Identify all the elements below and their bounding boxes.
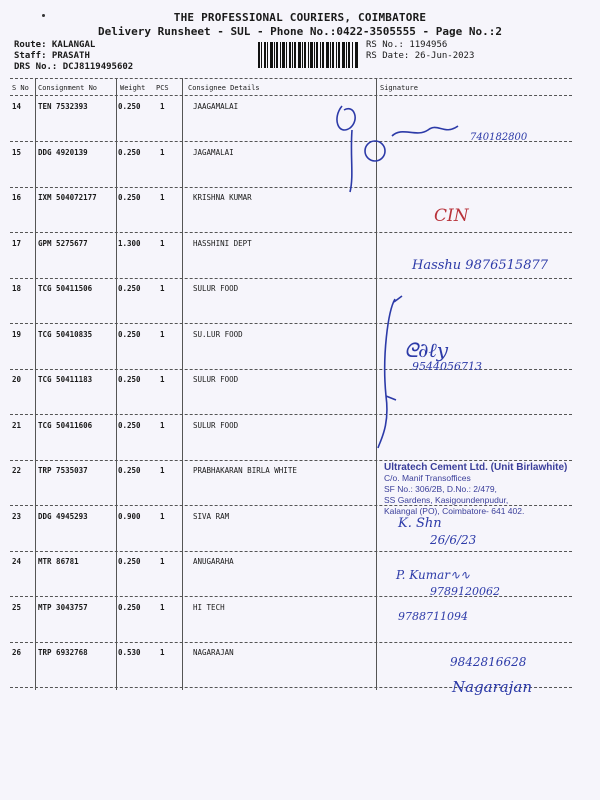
rs-number: RS No.: 1194956: [366, 40, 448, 50]
handwritten-signature: 9544056713: [412, 360, 482, 373]
row-weight: 0.250: [118, 147, 141, 157]
handwritten-signature: Nagarajan: [452, 678, 532, 696]
row-consignment-no: TRP 6932768: [38, 648, 88, 657]
handwritten-signature: 9788711094: [398, 610, 468, 623]
runsheet-subtitle: Delivery Runsheet - SUL - Phone No.:0422-3505555 - Page No.:2: [98, 25, 502, 38]
row-sno: 21: [12, 420, 22, 430]
row-consignee: HASSHINI DEPT: [193, 238, 252, 248]
row-consignee: JAAGAMALAI: [193, 102, 239, 111]
row-pcs: 1: [160, 420, 165, 430]
row-weight: 0.250: [118, 557, 141, 566]
row-weight: 0.250: [118, 193, 141, 202]
row-pcs: 1: [160, 602, 165, 612]
row-weight: 1.300: [118, 238, 141, 248]
col-sno: S No: [12, 84, 29, 92]
table-row: [10, 597, 572, 642]
row-consignment-no: IXM 504072177: [38, 193, 97, 202]
row-sno: 14: [12, 102, 22, 111]
col-weight: Weight: [120, 84, 146, 92]
col-consignment: Consignment No: [38, 84, 98, 92]
handwritten-signature: Hasshu 9876515877: [412, 258, 549, 273]
row-consignment-no: TCG 50410835: [38, 329, 93, 339]
stamp-line: Ultratech Cement Ltd. (Unit Birlawhite): [384, 462, 568, 473]
row-consignee: SIVA RAM: [193, 511, 230, 521]
signature-scribbles: [320, 96, 560, 476]
handwritten-signature: 9789120062: [430, 585, 500, 598]
row-weight: 0.250: [118, 375, 141, 384]
row-pcs: 1: [160, 284, 165, 293]
staff-label: Staff: PRASATH: [14, 51, 90, 61]
row-sno: 26: [12, 648, 22, 657]
row-consignment-no: TCG 50411506: [38, 284, 93, 293]
drs-number: DRS No.: DCJ8119495602: [14, 62, 134, 72]
handwritten-signature: P. Kumar∿∿: [396, 568, 471, 582]
row-pcs: 1: [160, 329, 165, 339]
row-sno: 15: [12, 147, 22, 157]
col-signature: Signature: [380, 84, 418, 92]
col-pcs: PCS: [156, 84, 169, 92]
row-sno: 22: [12, 466, 22, 475]
row-pcs: 1: [160, 375, 165, 384]
row-weight: 0.250: [118, 420, 141, 430]
row-pcs: 1: [160, 557, 165, 566]
row-pcs: 1: [160, 511, 165, 521]
row-sno: 20: [12, 375, 22, 384]
row-weight: 0.250: [118, 329, 141, 339]
row-consignment-no: TCG 50411606: [38, 420, 93, 430]
row-pcs: 1: [160, 193, 165, 202]
row-consignment-no: TRP 7535037: [38, 466, 88, 475]
row-weight: 0.250: [118, 284, 141, 293]
row-consignee: HI TECH: [193, 602, 225, 612]
row-weight: 0.250: [118, 102, 141, 111]
row-consignee: SULUR FOOD: [193, 375, 239, 384]
stamp-line: SF No.: 306/2B, D.No.: 2/479,: [384, 484, 497, 494]
row-consignee: SULUR FOOD: [193, 284, 239, 293]
row-consignee: ANUGARAHA: [193, 557, 234, 566]
row-sno: 24: [12, 557, 22, 566]
stamp-line: SS Gardens, Kasigoundenpudur,: [384, 495, 509, 505]
barcode-image: [258, 42, 358, 68]
row-consignment-no: DDG 4945293: [38, 511, 88, 521]
handwritten-signature: 9842816628: [450, 655, 527, 669]
row-weight: 0.250: [118, 466, 141, 475]
row-weight: 0.530: [118, 648, 141, 657]
company-title: THE PROFESSIONAL COURIERS, COIMBATORE: [173, 11, 427, 24]
row-pcs: 1: [160, 102, 165, 111]
row-consignee: PRABHAKARAN BIRLA WHITE: [193, 466, 297, 475]
row-consignee: JAGAMALAI: [193, 147, 234, 157]
row-sno: 17: [12, 238, 22, 248]
row-consignee: SU.LUR FOOD: [193, 329, 243, 339]
row-pcs: 1: [160, 238, 165, 248]
handwritten-signature: K. Shn: [398, 516, 442, 531]
header-rule-top: [10, 78, 572, 79]
row-consignment-no: GPM 5275677: [38, 238, 88, 248]
row-sno: 25: [12, 602, 22, 612]
row-sno: 23: [12, 511, 22, 521]
row-consignment-no: TEN 7532393: [38, 102, 88, 111]
handwritten-signature: 26/6/23: [430, 533, 477, 547]
row-consignment-no: MTR 86781: [38, 557, 79, 566]
row-pcs: 1: [160, 466, 165, 475]
row-pcs: 1: [160, 648, 165, 657]
col-consignee: Consignee Details: [188, 84, 260, 92]
stamp-line: C/o. Manif Transoffices: [384, 473, 471, 483]
row-consignment-no: TCG 50411183: [38, 375, 93, 384]
route-label: Route: KALANGAL: [14, 40, 96, 50]
row-weight: 0.250: [118, 602, 141, 612]
row-consignment-no: MTP 3043757: [38, 602, 88, 612]
row-pcs: 1: [160, 147, 165, 157]
row-consignment-no: DDG 4920139: [38, 147, 88, 157]
row-consignee: NAGARAJAN: [193, 648, 234, 657]
row-consignee: SULUR FOOD: [193, 420, 239, 430]
row-consignee: KRISHNA KUMAR: [193, 193, 252, 202]
row-sno: 16: [12, 193, 22, 202]
rs-date: RS Date: 26-Jun-2023: [366, 51, 475, 61]
row-sno: 19: [12, 329, 22, 339]
handwritten-signature: ᘓ∂ℓy: [404, 338, 449, 362]
company-stamp: [384, 462, 574, 517]
handwritten-signature: 740182800: [470, 132, 528, 143]
stamp-line: Kalangal (PO), Coimbatore- 641 402.: [384, 506, 525, 516]
handwritten-signature: CIN: [434, 206, 469, 226]
row-sno: 18: [12, 284, 22, 293]
row-weight: 0.900: [118, 511, 141, 521]
